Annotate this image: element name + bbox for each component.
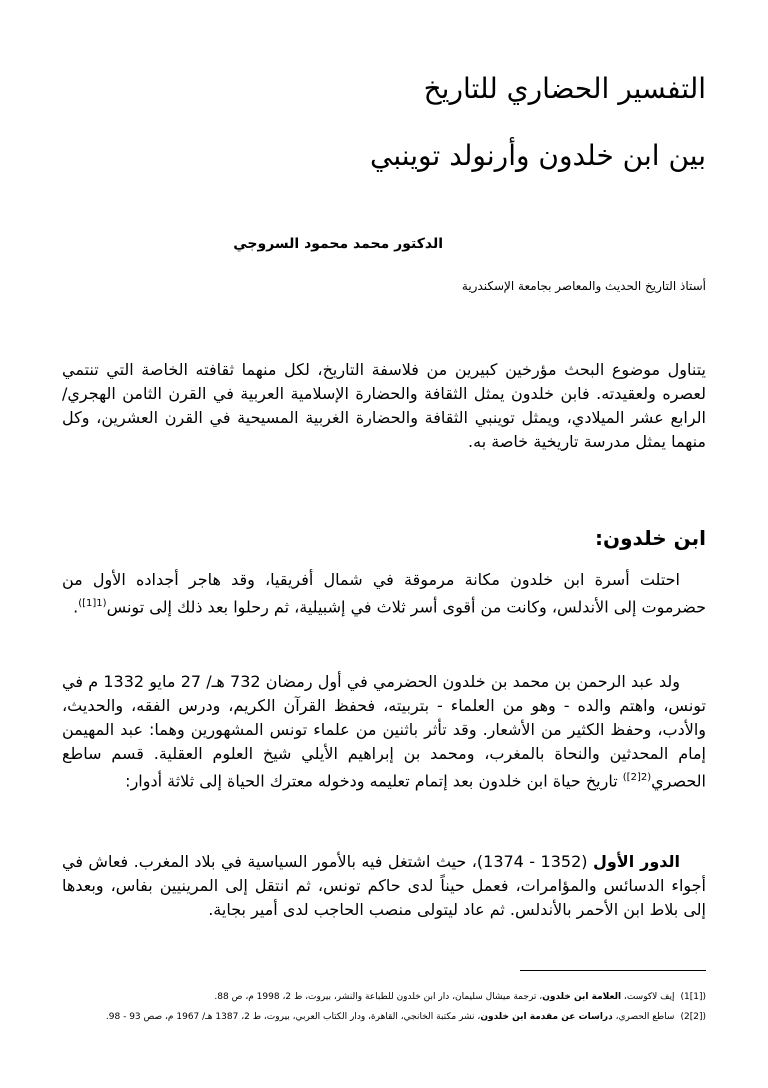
intro-paragraph: يتناول موضوع البحث مؤرخين كبيرين من فلاسفة التاريخ، لكل منهما ثقافته الخاصة التي تنتمي لعصره ولعقيدته. فابن خلدون يمثل الثقافة والحضارة الإسلامية العربية في القرن الثامن الهجري/ الرابع عشر الميلادي، ويمثل توينبي الثقافة والحضارة الغربية المسيحية في القرن العشرين، وكل منهما يمثل مدرسة تاريخية خاصة به. <box>62 360 706 451</box>
paragraph-family-end: . <box>73 597 79 617</box>
document-subtitle: بين ابن خلدون وأرنولد توينبي <box>370 139 706 172</box>
footnote-2-mark[interactable]: ([2]2) <box>680 1012 706 1022</box>
footnote-1-book-title: العلامة ابن خلدون <box>542 992 622 1002</box>
footnote-1-mark[interactable]: ([1]1) <box>680 992 706 1002</box>
footnote-2-after: ، نشر مكتبة الخانجي، القاهرة، ودار الكتاب العربي، بيروت، ط 2، 1387 هـ/ 1967 م، صص 93 - 98. <box>105 1012 481 1022</box>
paragraph-birth-rest: تاريخ حياة ابن خلدون بعد إتمام تعليمه ودخوله معترك الحياة إلى ثلاثة أدوار: <box>125 771 623 791</box>
paragraph-birth-text: ولد عبد الرحمن بن محمد بن خلدون الحضرمي في أول رمضان 732 هـ/ 27 مايو 1332 م في تونس، واهتم والده - وهو من العلماء - بتربيته، فحفظ القرآن الكريم، ودرس الفقه، والحديث، والأدب، وحفظ الكثير من الأشعار. وقد تأثر باثنين من علماء تونس المشهورين وهما: عبد المهيمن إمام المحدثين والنحاة بالمغرب، ومحمد بن إبراهيم الأيلي شيخ العلوم العقلية. قسم ساطع الحصري <box>62 672 706 791</box>
section-heading: ابن خلدون: <box>595 526 706 550</box>
paragraph-first-phase <box>62 850 706 922</box>
footnote-2 <box>62 1010 706 1024</box>
footnote-1-before: إيف لاكوست، <box>621 992 675 1002</box>
paragraph-family <box>62 568 706 619</box>
footnote-1-after: ، ترجمة ميشال سليمان، دار ابن خلدون للطباعة والنشر، بيروت، ط 2، 1998 م، ص 88. <box>214 992 543 1002</box>
paragraph-birth <box>62 670 706 793</box>
footnote-reference-2[interactable]: (2[2]) <box>622 772 652 783</box>
footnote-2-before: ساطع الحصري، <box>612 1012 675 1022</box>
footnote-2-book-title: دراسات عن مقدمة ابن خلدون <box>480 1012 613 1022</box>
paragraph-family-text: احتلت أسرة ابن خلدون مكانة مرموقة في شمال أفريقيا، وقد هاجر أجداده الأول من حضرموت إلى الأندلس، وكانت من أقوى أسر ثلاث في إشبيلية، ثم رحلوا بعد ذلك إلى تونس <box>62 570 706 617</box>
footnote-separator <box>520 970 706 971</box>
paragraph-first-phase-text: (1352 - 1374)، حيث اشتغل فيه بالأمور السياسية في بلاد المغرب. فعاش في أجواء الدسائس والمؤامرات، فعمل حيناً لدى حاكم تونس، ثم انتقل إلى المرينيين بفاس، وبعدها إلى بلاط ابن الأحمر بالأندلس. ثم عاد ليتولى منصب الحاجب لدى أمير بجاية. <box>62 852 706 919</box>
footnote-reference-1[interactable]: (1[1]) <box>78 598 107 609</box>
footnote-1 <box>62 990 706 1004</box>
author-affiliation: أستاذ التاريخ الحديث والمعاصر بجامعة الإسكندرية <box>461 279 706 293</box>
author-name: الدكتور محمد محمود السروجي <box>233 236 443 252</box>
document-title: التفسير الحضاري للتاريخ <box>423 72 706 105</box>
phase-label: الدور الأول <box>592 852 681 871</box>
